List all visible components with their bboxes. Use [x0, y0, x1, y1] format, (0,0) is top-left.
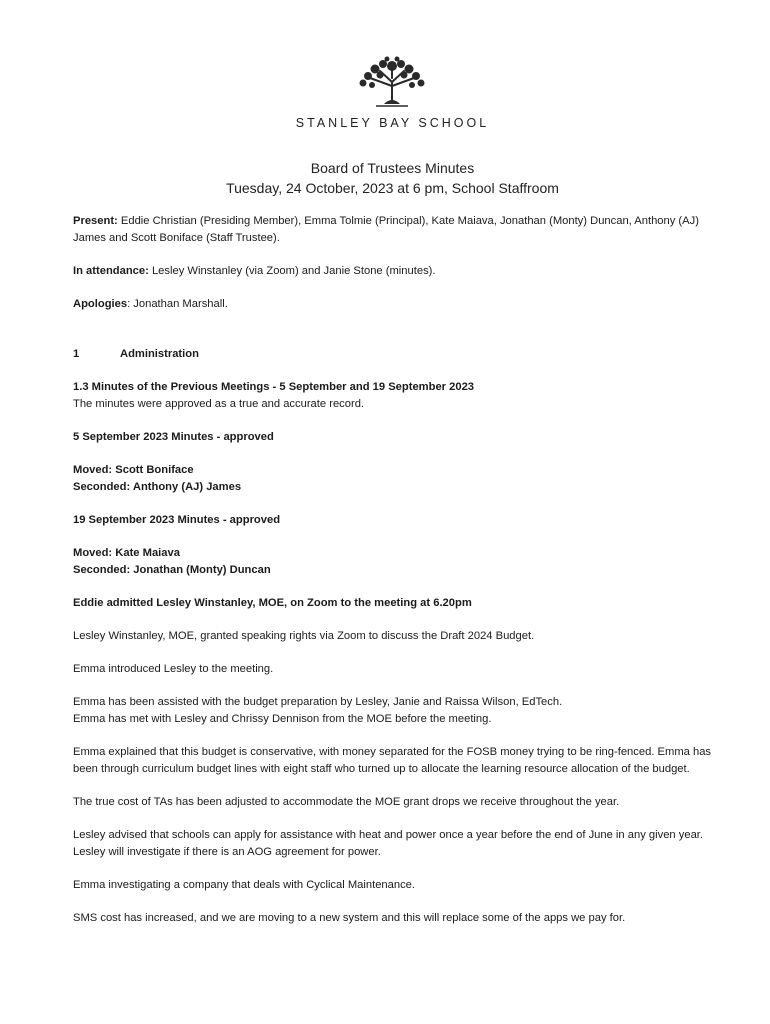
in-attendance-paragraph	[73, 263, 713, 280]
paragraph: Emma has met with Lesley and Chrissy Dennison from the MOE before the meeting.	[73, 713, 492, 725]
paragraph: Emma explained that this budget is conservative, with money separated for the FOSB money trying to be ring-fenced. Emma has been through curriculum budget lines with eight staff who turned up to allocate the learning resource allocation of the budget.	[73, 746, 712, 775]
section-title: Administration	[120, 348, 199, 360]
school-tree-logo	[356, 56, 428, 108]
apologies-text: : Jonathan Marshall.	[127, 298, 228, 310]
apologies-label: Apologies	[73, 298, 128, 310]
sept5-moved: Moved: Scott Boniface	[73, 464, 194, 476]
minutes-title-block	[0, 158, 770, 198]
present-paragraph	[73, 213, 713, 247]
section-heading	[73, 346, 713, 363]
admitted-note: Eddie admitted Lesley Winstanley, MOE, on Zoom to the meeting at 6.20pm	[73, 597, 472, 609]
paragraph: Lesley advised that schools can apply for assistance with heat and power once a year before the end of June in any given year. Lesley will investigate if there is an AOG agreement for power.	[73, 829, 704, 858]
minutes-title: Board of Trustees Minutes	[310, 160, 475, 176]
present-label: Present:	[73, 215, 118, 227]
sept19-moved: Moved: Kate Maiava	[73, 547, 180, 559]
in-attendance-text: Lesley Winstanley (via Zoom) and Janie Stone (minutes).	[148, 265, 436, 277]
section-number: 1	[73, 348, 80, 360]
paragraph: The true cost of TAs has been adjusted to accommodate the MOE grant drops we receive throughout the year.	[73, 796, 620, 808]
paragraph: SMS cost has increased, and we are moving to a new system and this will replace some of the apps we pay for.	[73, 912, 626, 924]
sept19-seconded: Seconded: Jonathan (Monty) Duncan	[73, 564, 271, 576]
subsection-heading: 1.3 Minutes of the Previous Meetings - 5 September and 19 September 2023	[73, 381, 475, 393]
minutes-subtitle: Tuesday, 24 October, 2023 at 6 pm, School Staffroom	[226, 180, 559, 196]
present-text: Eddie Christian (Presiding Member), Emma Tolmie (Principal), Kate Maiava, Jonathan (Monty) Duncan, Anthony (AJ) James and Scott Boniface (Staff Trustee).	[73, 215, 699, 244]
sept5-seconded: Seconded: Anthony (AJ) James	[73, 481, 242, 493]
paragraph: Emma introduced Lesley to the meeting.	[73, 663, 274, 675]
sept5-heading: 5 September 2023 Minutes - approved	[73, 431, 274, 443]
in-attendance-label: In attendance:	[73, 265, 149, 277]
paragraph: Lesley Winstanley, MOE, granted speaking rights via Zoom to discuss the Draft 2024 Budget.	[73, 630, 535, 642]
apologies-paragraph	[73, 296, 713, 313]
subsection-text: The minutes were approved as a true and accurate record.	[73, 398, 365, 410]
paragraph: Emma investigating a company that deals with Cyclical Maintenance.	[73, 879, 416, 891]
sept19-heading: 19 September 2023 Minutes - approved	[73, 514, 281, 526]
school-name: STANLEY BAY SCHOOL	[295, 116, 490, 130]
paragraph: Emma has been assisted with the budget preparation by Lesley, Janie and Raissa Wilson, EdTech.	[73, 696, 563, 708]
minutes-body	[73, 213, 713, 927]
